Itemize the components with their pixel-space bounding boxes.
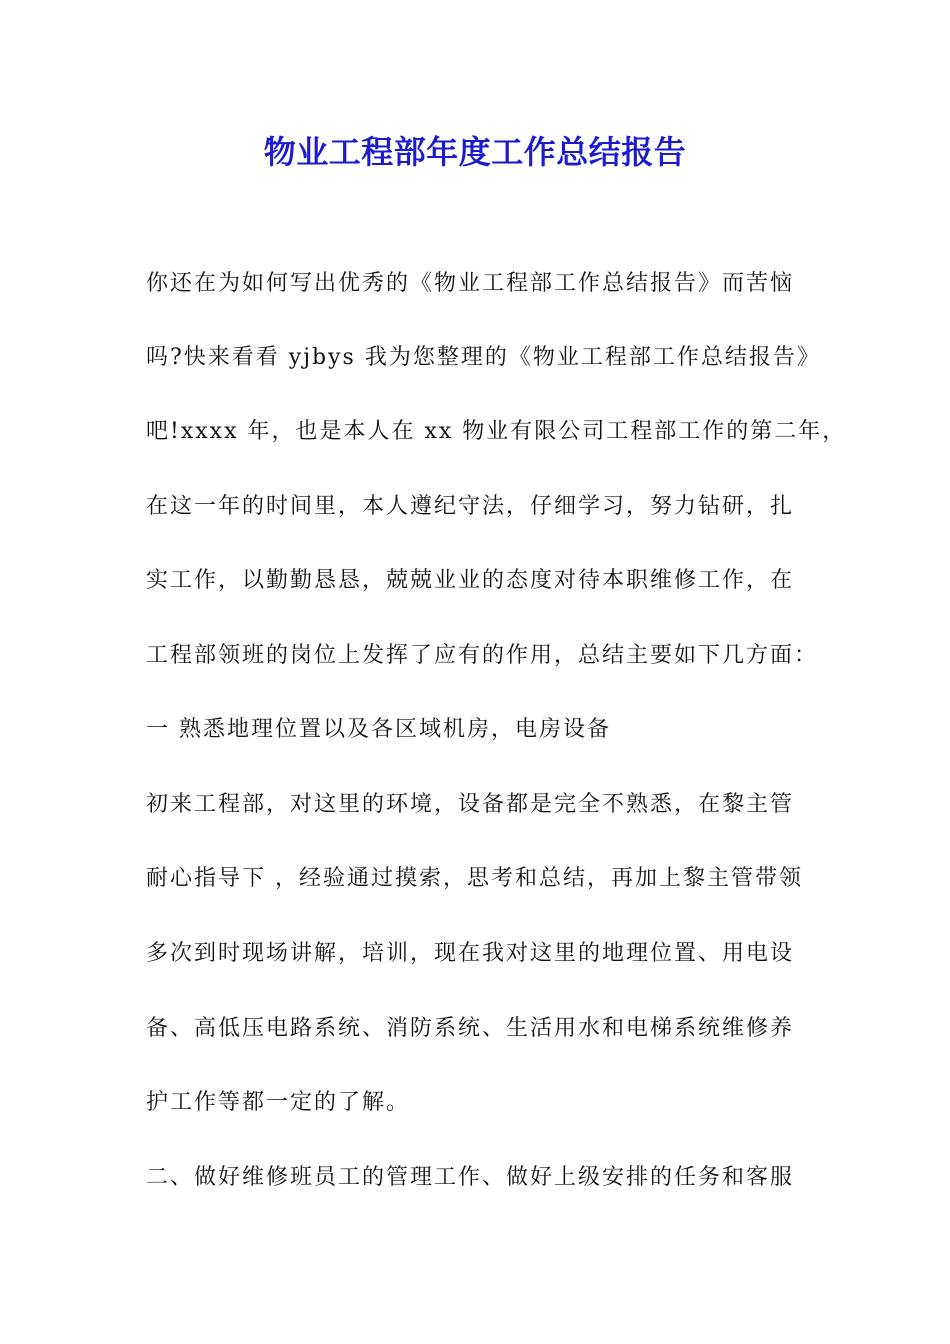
body-line: 多次到时现场讲解，培训，现在我对这里的地理位置、用电设 [146, 941, 795, 966]
body-line: 吧!xxxx 年，也是本人在 xx 物业有限公司工程部工作的第二年， [146, 419, 847, 444]
body-line: 初来工程部，对这里的环境，设备都是完全不熟悉，在黎主管 [146, 792, 795, 817]
section-heading-1: 一 熟悉地理位置以及各区域机房，电房设备 [146, 717, 611, 742]
document-title: 物业工程部年度工作总结报告 [263, 133, 687, 171]
body-line: 在这一年的时间里，本人遵纪守法，仔细学习，努力钻研，扎 [146, 494, 795, 519]
body-line: 护工作等都一定的了解。 [146, 1090, 411, 1115]
section-heading-2: 二、做好维修班员工的管理工作、做好上级安排的任务和客服 [146, 1165, 795, 1190]
body-line: 工程部领班的岗位上发挥了应有的作用，总结主要如下几方面： [146, 643, 819, 668]
body-line: 备、高低压电路系统、消防系统、生活用水和电梯系统维修养 [146, 1016, 795, 1041]
body-line: 你还在为如何写出优秀的《物业工程部工作总结报告》而苦恼 [146, 271, 795, 296]
body-line: 实工作，以勤勤恳恳，兢兢业业的态度对待本职维修工作，在 [146, 568, 795, 593]
body-line: 耐心指导下 ，经验通过摸索，思考和总结，再加上黎主管带领 [146, 866, 803, 891]
body-line: 吗?快来看看 yjbys 我为您整理的《物业工程部工作总结报告》 [146, 345, 821, 370]
